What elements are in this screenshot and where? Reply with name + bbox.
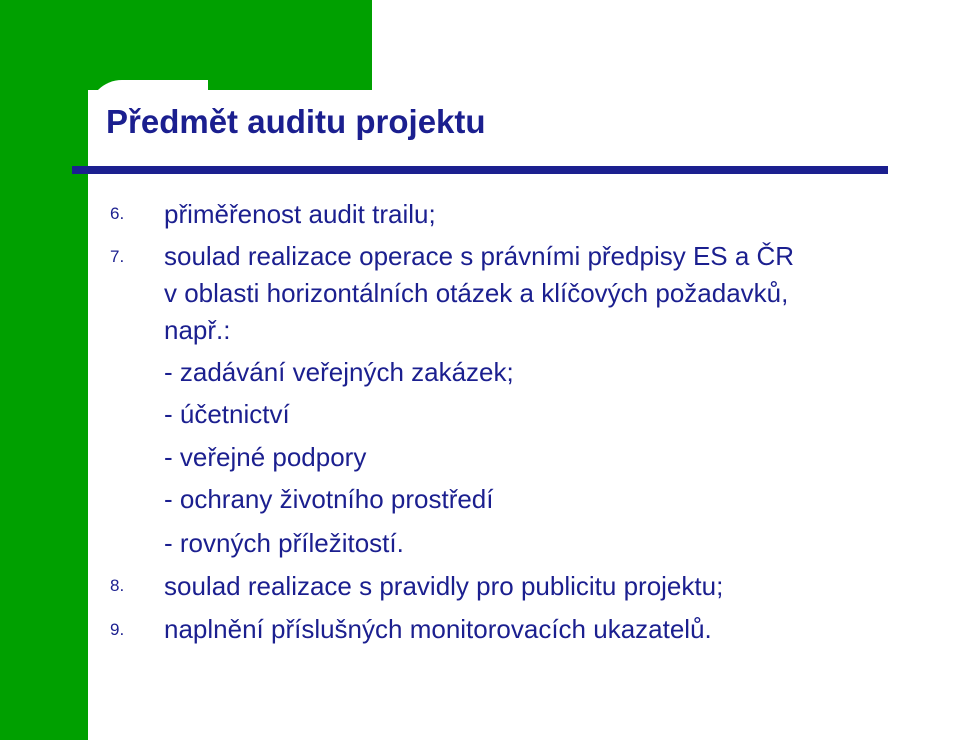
sub-item: - účetnictví <box>164 399 290 429</box>
item-text-line-3: např.: <box>164 315 231 345</box>
item-number: 7. <box>110 247 125 266</box>
item-text: naplnění příslušných monitorovacích ukazatelů. <box>164 614 712 644</box>
sub-item: - veřejné podpory <box>164 442 367 472</box>
item-text: soulad realizace s pravidly pro publicitu projektu; <box>164 571 724 601</box>
item-number: 6. <box>110 204 125 223</box>
slide-title: Předmět auditu projektu <box>106 103 486 140</box>
item-text-line-2: v oblasti horizontálních otázek a klíčových požadavků, <box>164 278 789 308</box>
item-text: přiměřenost audit trailu; <box>164 199 436 229</box>
item-number: 9. <box>110 620 125 639</box>
item-number: 8. <box>110 576 125 595</box>
sub-item: - rovných příležitostí. <box>164 528 404 558</box>
sub-item: - ochrany životního prostředí <box>164 484 494 514</box>
sub-item: - zadávání veřejných zakázek; <box>164 357 514 387</box>
item-text-line-1: soulad realizace operace s právními předpisy ES a ČR <box>164 241 795 271</box>
